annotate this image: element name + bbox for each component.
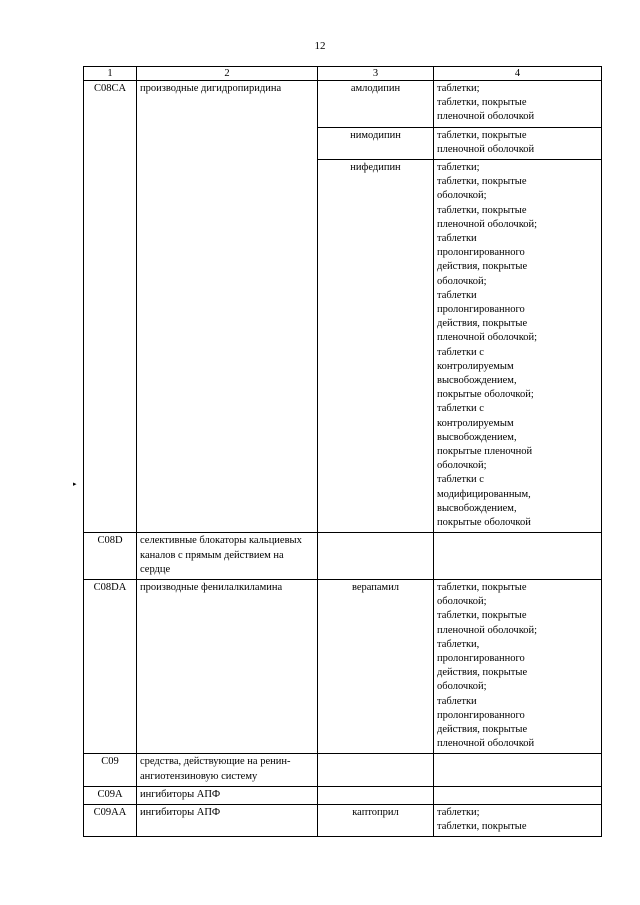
dosage-form-line: высвобождением,: [437, 502, 517, 514]
atc-name-cell: [137, 579, 318, 753]
dosage-form-line: пленочной оболочкой;: [437, 218, 538, 230]
dosage-forms-cell: [434, 754, 602, 786]
dosage-form-line: пленочной оболочкой;: [437, 624, 538, 636]
page-number: 12: [314, 40, 326, 52]
dosage-form-line: покрытые пленочной: [437, 446, 533, 458]
drug-name-cell: верапамил: [318, 579, 434, 753]
header-col-1: 1: [84, 67, 137, 81]
dosage-form-line: таблетки,: [437, 638, 480, 650]
dosage-form-line: таблетки;: [437, 83, 480, 94]
dosage-form-line: оболочкой;: [437, 681, 487, 693]
dosage-form-line: покрытые оболочкой;: [437, 389, 534, 401]
atc-code-cell: C08CA: [84, 81, 137, 533]
dosage-form-line: действия, покрытые: [437, 667, 528, 679]
header-col-3: 3: [318, 67, 434, 81]
drug-table: [83, 66, 602, 837]
atc-name-cell: [137, 786, 318, 804]
table-row: [84, 579, 602, 753]
atc-name-cell: [137, 754, 318, 786]
table-row: [84, 754, 602, 786]
atc-name-line: ингибиторы АПФ: [140, 788, 221, 800]
atc-name-line: производные фенилалкиламина: [140, 581, 283, 593]
table-row: [84, 533, 602, 580]
dosage-form-line: пролонгированного: [437, 652, 525, 664]
atc-code-cell: C09AA: [84, 804, 137, 836]
dosage-form-line: таблетки;: [437, 162, 480, 174]
dosage-form-line: таблетки: [437, 289, 477, 301]
dosage-form-line: пролонгированного: [437, 247, 525, 259]
table-row: [84, 81, 602, 128]
drug-name-cell: нифедипин: [318, 160, 434, 533]
atc-code-cell: C09: [84, 754, 137, 786]
dosage-form-line: таблетки, покрытые: [437, 97, 527, 109]
drug-name-cell: [318, 533, 434, 580]
dosage-form-line: оболочкой;: [437, 596, 487, 608]
header-row: [84, 67, 602, 81]
atc-code-cell: C08D: [84, 533, 137, 580]
dosage-form-line: таблетки, покрытые: [437, 610, 527, 622]
dosage-form-line: оболочкой;: [437, 460, 487, 472]
atc-name-cell: [137, 81, 318, 533]
dosage-form-line: таблетки, покрытые: [437, 204, 527, 216]
dosage-forms-cell: [434, 81, 602, 128]
dosage-form-line: пленочной оболочкой: [437, 143, 535, 155]
dosage-form-line: пленочной оболочкой: [437, 111, 535, 123]
atc-name-line: каналов с прямым действием на: [140, 549, 284, 561]
atc-name-cell: [137, 533, 318, 580]
dosage-forms-cell: [434, 533, 602, 580]
dosage-form-line: действия, покрытые: [437, 723, 528, 735]
margin-mark: ▸: [73, 480, 77, 488]
dosage-form-line: таблетки, покрытые: [437, 821, 527, 833]
atc-name-line: средства, действующие на ренин-: [140, 756, 291, 768]
atc-name-line: ингибиторы АПФ: [140, 806, 221, 818]
atc-name-cell: [137, 804, 318, 836]
header-col-4: 4: [434, 67, 602, 81]
atc-name-line: сердце: [140, 563, 171, 575]
dosage-form-line: таблетки с: [437, 403, 484, 415]
header-col-2: 2: [137, 67, 318, 81]
dosage-forms-cell: [434, 127, 602, 159]
drug-name-cell: каптоприл: [318, 804, 434, 836]
dosage-form-line: таблетки: [437, 695, 477, 707]
atc-name-line: ангиотензиновую систему: [140, 770, 258, 782]
dosage-form-line: таблетки: [437, 233, 477, 245]
dosage-form-line: действия, покрытые: [437, 261, 528, 273]
dosage-form-line: высвобождением,: [437, 431, 517, 443]
dosage-form-line: оболочкой;: [437, 190, 487, 202]
dosage-form-line: таблетки, покрытые: [437, 176, 527, 188]
table-row: [84, 786, 602, 804]
drug-name-cell: [318, 754, 434, 786]
dosage-form-line: пролонгированного: [437, 709, 525, 721]
drug-name-cell: амлодипин: [318, 81, 434, 128]
dosage-form-line: таблетки с: [437, 346, 484, 358]
atc-code-cell: C08DA: [84, 579, 137, 753]
dosage-form-line: таблетки, покрытые: [437, 129, 527, 141]
dosage-form-line: контролируемым: [437, 417, 514, 429]
table-body: [84, 81, 602, 837]
atc-name-line: селективные блокаторы кальциевых: [140, 535, 302, 547]
dosage-form-line: высвобождением,: [437, 375, 517, 387]
dosage-form-line: пролонгированного: [437, 304, 525, 316]
dosage-form-line: таблетки, покрытые: [437, 581, 527, 593]
dosage-forms-cell: [434, 786, 602, 804]
dosage-form-line: покрытые оболочкой: [437, 517, 531, 529]
table-row: [84, 804, 602, 836]
drug-name-cell: нимодипин: [318, 127, 434, 159]
dosage-forms-cell: [434, 160, 602, 533]
dosage-form-line: таблетки с: [437, 474, 484, 486]
drug-name-cell: [318, 786, 434, 804]
dosage-forms-cell: [434, 804, 602, 836]
dosage-forms-cell: [434, 579, 602, 753]
dosage-form-line: действия, покрытые: [437, 318, 528, 330]
dosage-form-line: пленочной оболочкой;: [437, 332, 538, 344]
dosage-form-line: оболочкой;: [437, 275, 487, 287]
atc-code-cell: C09A: [84, 786, 137, 804]
atc-name-line: производные дигидропиридина: [140, 83, 282, 94]
dosage-form-line: таблетки;: [437, 806, 480, 818]
dosage-form-line: пленочной оболочкой: [437, 738, 535, 750]
dosage-form-line: контролируемым: [437, 360, 514, 372]
dosage-form-line: модифицированным,: [437, 488, 531, 500]
